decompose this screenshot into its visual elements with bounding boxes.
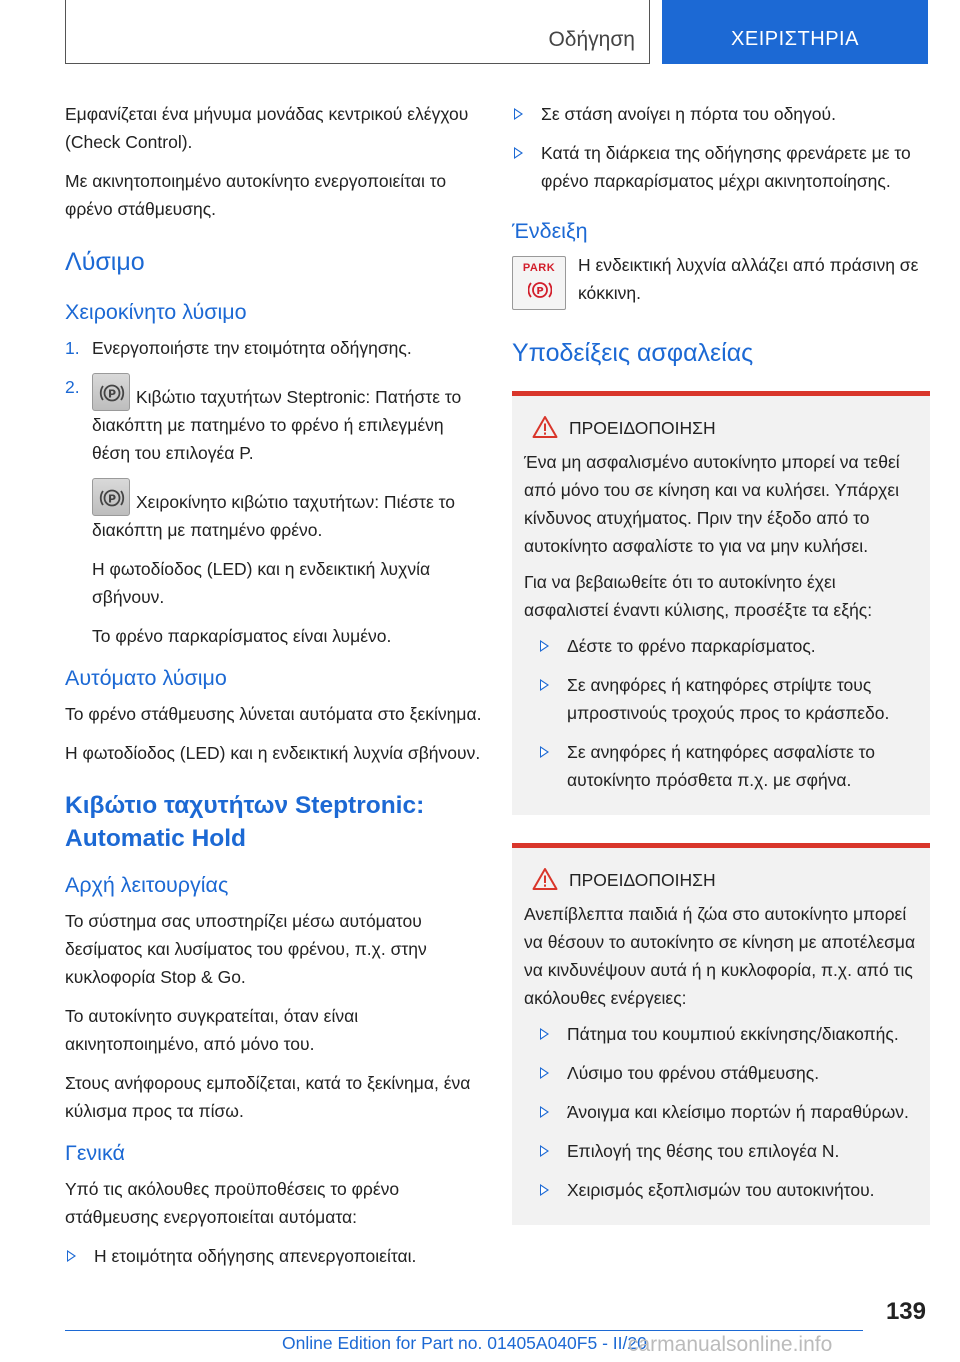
- warning-title: ΠΡΟΕΙΔΟΠΟΙΗΣΗ: [524, 414, 918, 442]
- list-item: Δέστε το φρένο παρκαρίσματος.: [538, 632, 918, 660]
- section-tab: [65, 0, 649, 64]
- list-item: Λύσιμο του φρένου στάθμευσης.: [538, 1059, 918, 1087]
- list-item: Πάτημα του κουμπιού εκκίνησης/διακοπής.: [538, 1020, 918, 1048]
- heading-indicator: Ένδειξη: [512, 219, 588, 243]
- triangle-bullet-icon: [540, 746, 549, 758]
- paragraph: Ένα μη ασφαλισμένο αυτοκίνητο μπορεί να τεθεί από μόνο του σε κίνηση και να κυλήσει. Υπάρχει κίνδυνος ατυχήματος. Πριν την έξοδο από το αυτοκίνητο ασφαλίστε το για να μην κυλήσει.: [524, 452, 900, 556]
- warning-box: [512, 391, 930, 815]
- list-item: Κατά τη διάρκεια της οδήγησης φρενάρετε με το φρένο παρκαρίσματος μέχρι ακινητοποίησης.: [512, 139, 930, 195]
- triangle-bullet-icon: [540, 1028, 549, 1040]
- list-item: Η ετοιμότητα οδήγησης απενεργοποιείται.: [65, 1242, 483, 1270]
- triangle-bullet-icon: [67, 1250, 76, 1262]
- right-column: [512, 100, 930, 1253]
- triangle-bullet-icon: [540, 1184, 549, 1196]
- svg-text:P: P: [107, 387, 117, 401]
- list-item: Άνοιγμα και κλείσιμο πορτών ή παραθύρων.: [538, 1098, 918, 1126]
- heading-manual-release: Χειροκίνητο λύσιμο: [65, 300, 247, 324]
- warning-title: ΠΡΟΕΙΔΟΠΟΙΗΣΗ: [524, 866, 918, 894]
- paragraph: Η φωτοδίοδος (LED) και η ενδεικτική λυχνία σβήνουν.: [92, 559, 431, 607]
- paragraph: Η ενδεικτική λυχνία αλλάζει από πράσινη σε κόκκινη.: [578, 255, 919, 303]
- bullet-list: [65, 1242, 483, 1270]
- paragraph: Το φρένο παρκαρίσματος είναι λυμένο.: [92, 626, 392, 646]
- heading-auto-release: Αυτόματο λύσιμο: [65, 666, 227, 690]
- svg-text:P: P: [536, 286, 544, 297]
- heading-release: Λύσιμο: [65, 248, 145, 276]
- chapter-tab: [662, 0, 928, 64]
- heading-general: Γενικά: [65, 1141, 125, 1165]
- triangle-bullet-icon: [540, 640, 549, 652]
- step-1: 1. Ενεργοποιήστε την ετοιμότητα οδήγησης.: [65, 334, 483, 362]
- paragraph: Η φωτοδίοδος (LED) και η ενδεικτική λυχνία σβήνουν.: [65, 743, 481, 763]
- paragraph: Στους ανήφορους εμποδίζεται, κατά το ξεκίνημα, ένα κύλισμα προς τα πίσω.: [65, 1073, 471, 1121]
- svg-text:P: P: [107, 492, 117, 506]
- step-2: 2. P Κιβώτιο ταχυτήτων Steptronic: Πατήστε το διακόπτη με πατημένο το φρένο ή επιλεγμένη θέση του επιλογέα P.: [65, 373, 483, 467]
- list-item: Σε ανηφόρες ή κατηφόρες στρίψτε τους μπροστινούς τροχούς προς το κράσπεδο.: [538, 671, 918, 727]
- section-title: Οδήγηση: [548, 28, 635, 51]
- paragraph: Με ακινητοποιημένο αυτοκίνητο ενεργοποιείται το φρένο στάθμευσης.: [65, 171, 447, 219]
- bullet-list: [538, 1020, 918, 1204]
- triangle-bullet-icon: [540, 1067, 549, 1079]
- list-item: Σε ανηφόρες ή κατηφόρες ασφαλίστε το αυτοκίνητο πρόσθετα π.χ. με σφήνα.: [538, 738, 918, 794]
- page-header: [65, 0, 928, 64]
- chapter-title: ΧΕΙΡΙΣΤΗΡΙΑ: [731, 28, 859, 50]
- list-item: Σε στάση ανοίγει η πόρτα του οδηγού.: [512, 100, 930, 128]
- list-item: Χειρισμός εξοπλισμών του αυτοκινήτου.: [538, 1176, 918, 1204]
- left-column: [65, 100, 483, 1281]
- paragraph: Εμφανίζεται ένα μήνυμα μονάδας κεντρικού ελέγχου (Check Control).: [65, 104, 469, 152]
- warning-triangle-icon: [532, 415, 558, 439]
- footer-divider: [65, 1330, 863, 1331]
- paragraph: Για να βεβαιωθείτε ότι το αυτοκίνητο έχει ασφαλιστεί έναντι κύλισης, προσέξτε τα εξής:: [524, 572, 873, 620]
- indicator-block: [512, 251, 930, 311]
- park-indicator-icon: PARK P: [512, 256, 566, 310]
- paragraph: Ανεπίβλεπτα παιδιά ή ζώα στο αυτοκίνητο μπορεί να θέσουν το αυτοκίνητο σε κίνηση με αποτέλεσμα να κινδυνέψουν αυτά ή η κυκλοφορία, π.χ. από τις ακόλουθες ενέργειες:: [524, 904, 916, 1008]
- triangle-bullet-icon: [540, 1145, 549, 1157]
- heading-principle: Αρχή λειτουργίας: [65, 873, 229, 897]
- bullet-list: [538, 632, 918, 794]
- bullet-list: [512, 100, 930, 195]
- edition-text: Online Edition for Part no. 01405A040F5 - II/20: [282, 1333, 647, 1353]
- paragraph: Το αυτοκίνητο συγκρατείται, όταν είναι ακινητοποιημένο, από μόνο του.: [65, 1006, 359, 1054]
- page-number: 139: [885, 1298, 926, 1325]
- step-number: 1.: [65, 338, 80, 358]
- warning-triangle-icon: [532, 867, 558, 891]
- heading-automatic-hold: Κιβώτιο ταχυτήτων Steptronic: Automatic Hold: [65, 792, 425, 852]
- parking-brake-button-icon: [92, 373, 130, 411]
- triangle-bullet-icon: [514, 108, 523, 120]
- triangle-bullet-icon: [514, 147, 523, 159]
- step-number: 2.: [65, 377, 80, 397]
- triangle-bullet-icon: [540, 1106, 549, 1118]
- watermark: carmanualsonline.info: [628, 1333, 833, 1356]
- paragraph: P Χειροκίνητο κιβώτιο ταχυτήτων: Πιέστε το διακόπτη με πατημένο φρένο.: [92, 478, 483, 544]
- warning-box: [512, 843, 930, 1225]
- parking-brake-button-icon: [92, 478, 130, 516]
- triangle-bullet-icon: [540, 679, 549, 691]
- steps-list: [65, 334, 483, 467]
- list-item: Επιλογή της θέσης του επιλογέα N.: [538, 1137, 918, 1165]
- paragraph: Το σύστημα σας υποστηρίζει μέσω αυτόματου δεσίματος και λυσίματος του φρένου, π.χ. στην κυκλοφορία Stop & Go.: [65, 911, 427, 987]
- paragraph: Το φρένο στάθμευσης λύνεται αυτόματα στο ξεκίνημα.: [65, 704, 482, 724]
- heading-safety: Υποδείξεις ασφαλείας: [512, 339, 754, 367]
- paragraph: Υπό τις ακόλουθες προϋποθέσεις το φρένο στάθμευσης ενεργοποιείται αυτόματα:: [65, 1179, 400, 1227]
